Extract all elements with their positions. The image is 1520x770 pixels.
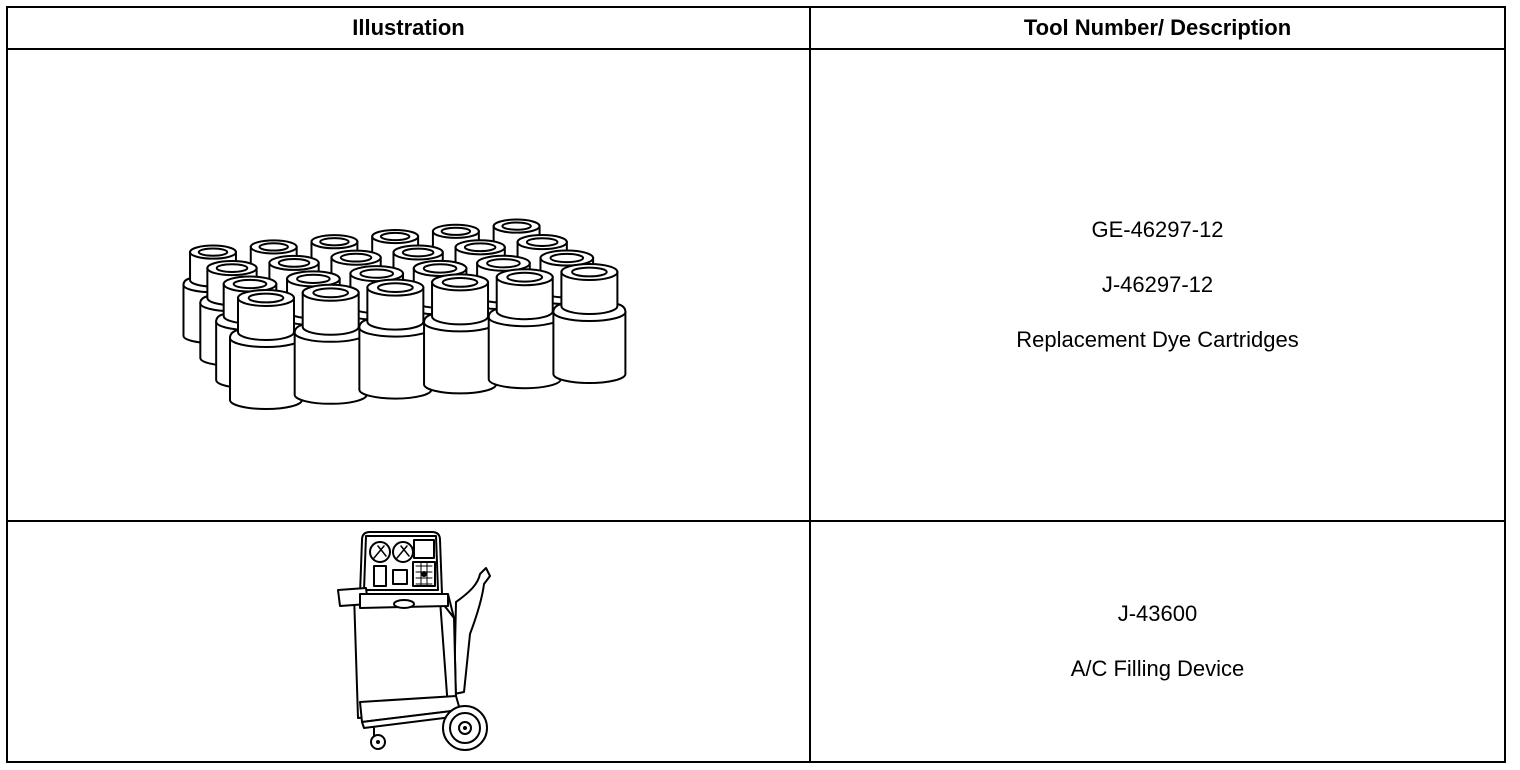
tool-number-ge: GE-46297-12 (1091, 217, 1224, 242)
tool-number-j: J-43600 (1117, 601, 1198, 626)
table-row (7, 49, 1505, 521)
dye-cartridges-illustration (8, 50, 808, 518)
ac-filling-device-illustration (8, 522, 808, 760)
illustration-cell (7, 49, 810, 521)
tool-table (6, 6, 1506, 763)
tool-description: A/C Filling Device (1070, 656, 1245, 681)
table-row (7, 521, 1505, 762)
header-illustration: Illustration (7, 7, 810, 49)
description-cell (810, 521, 1505, 762)
tool-number-j: J-46297-12 (1101, 272, 1214, 297)
illustration-cell (7, 521, 810, 762)
description-cell (810, 49, 1505, 521)
tool-description: Replacement Dye Cartridges (1016, 327, 1299, 352)
header-tool-description: Tool Number/ Description (810, 7, 1505, 49)
header-row (7, 7, 1505, 49)
